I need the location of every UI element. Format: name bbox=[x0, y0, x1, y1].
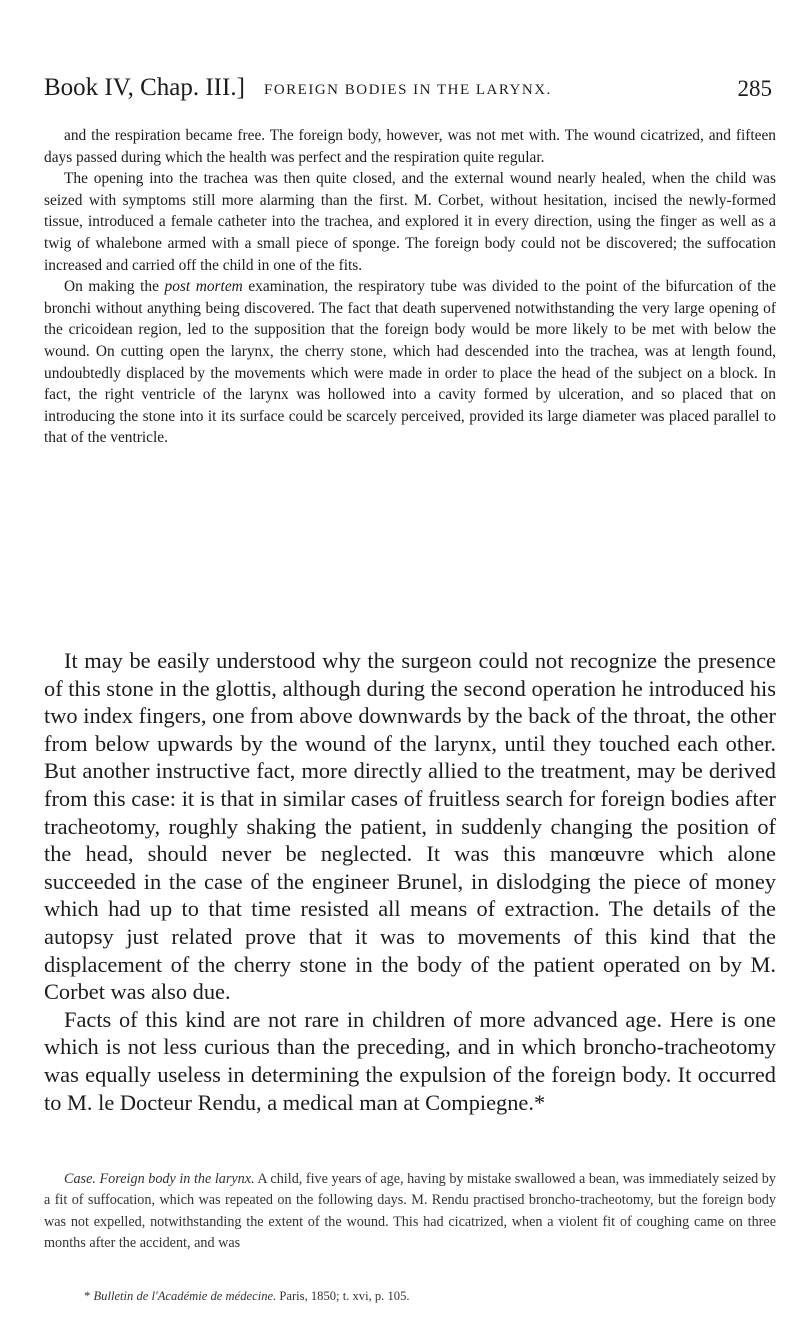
paragraph-post-mortem bbox=[44, 276, 776, 449]
case-label: Case. bbox=[64, 1171, 96, 1187]
running-head-chapter: Book IV, Chap. III.] bbox=[44, 74, 245, 101]
paragraph-respiration: and the respiration became free. The foreign body, however, was not met with. The wound cicatrized, and fifteen days passed during which the health was perfect and the respiration quite regular. bbox=[44, 127, 776, 166]
small-type-section bbox=[44, 125, 776, 449]
running-head-title: FOREIGN BODIES IN THE LARYNX. bbox=[264, 82, 552, 98]
case-paragraph bbox=[44, 1169, 776, 1255]
footnote-citation: Paris, 1850; t. xvi, p. 105. bbox=[276, 1289, 410, 1303]
paragraph-glottis-stone: It may be easily understood why the surgeon could not recognize the presence of this stone in the glottis, although during the second operation he introduced his two index fingers, one from above downwards by the back of the throat, the other from below upwards by the wound of the larynx, until they touched each other. But another instructive fact, more directly allied to the treatment, may be derived from this case: it is that in similar cases of fruitless search for foreign bodies after tracheotomy, roughly shaking the patient, in suddenly changing the position of the head, should never be neglected. It was this manœuvre which alone succeeded in the case of the engineer Brunel, in dislodging the piece of money which had up to that time resisted all means of extraction. The details of the autopsy just related prove that it was to movements of this kind that the displacement of the cherry stone in the body of the patient operated on by M. Corbet was also due. bbox=[44, 648, 776, 1005]
case-title: Foreign body in the larynx. bbox=[99, 1171, 255, 1187]
running-head bbox=[44, 74, 772, 114]
post-mortem-italic: post mortem bbox=[164, 278, 243, 296]
case-text: A child, five years of age, having by mistake swallowed a bean, was immediately seized by a fit of suffocation, which was repeated on the following days. M. Rendu practised broncho-tracheotomy, but the foreign body was not expelled, notwithstanding the extent of the wound. This had cicatrized, when a violent fit of coughing came on three months after the accident, and was bbox=[44, 1171, 776, 1252]
footnote-journal: Bulletin de l'Académie de médecine. bbox=[93, 1289, 277, 1303]
footnote-marker: * bbox=[84, 1289, 94, 1303]
large-type-section bbox=[44, 647, 776, 1116]
paragraph-rendu-case-intro: Facts of this kind are not rare in children of more advanced age. Here is one which is not less curious than the preceding, and in which broncho-tracheotomy was equally useless in determining the expulsion of the foreign body. It occurred to M. le Docteur Rendu, a medical man at Compiegne.* bbox=[44, 1006, 776, 1115]
post-mortem-rest: examination, the respiratory tube was divided to the point of the bifurcation of the bronchi without anything being discovered. The fact that death supervened notwithstanding the very large opening of the cricoidean region, led to the supposition that the foreign body would be more likely to be met with below the wound. On cutting open the larynx, the cherry stone, which had descended into the trachea, was at length found, undoubtedly displaced by the movements which were made in order to place the head of the subject on a block. In fact, the right ventricle of the larynx was hollowed into a cavity formed by ulceration, and so placed that on introducing the stone into it its surface could be scarcely perceived, provided its large diameter was placed parallel to that of the ventricle. bbox=[44, 278, 776, 447]
case-report bbox=[44, 1169, 776, 1255]
post-mortem-lead: On making the bbox=[64, 278, 165, 296]
footnote bbox=[84, 1288, 774, 1304]
paragraph-second-operation: The opening into the trachea was then quite closed, and the external wound nearly healed, when the child was seized with symptoms still more alarming than the first. M. Corbet, without hesitation, incised the newly-formed tissue, introduced a female catheter into the trachea, and explored it in every direction, using the finger as well as a twig of whalebone armed with a small piece of sponge. The foreign body could not be discovered; the suffocation increased and carried off the child in one of the fits. bbox=[44, 170, 776, 274]
page-number: 285 bbox=[737, 76, 772, 101]
